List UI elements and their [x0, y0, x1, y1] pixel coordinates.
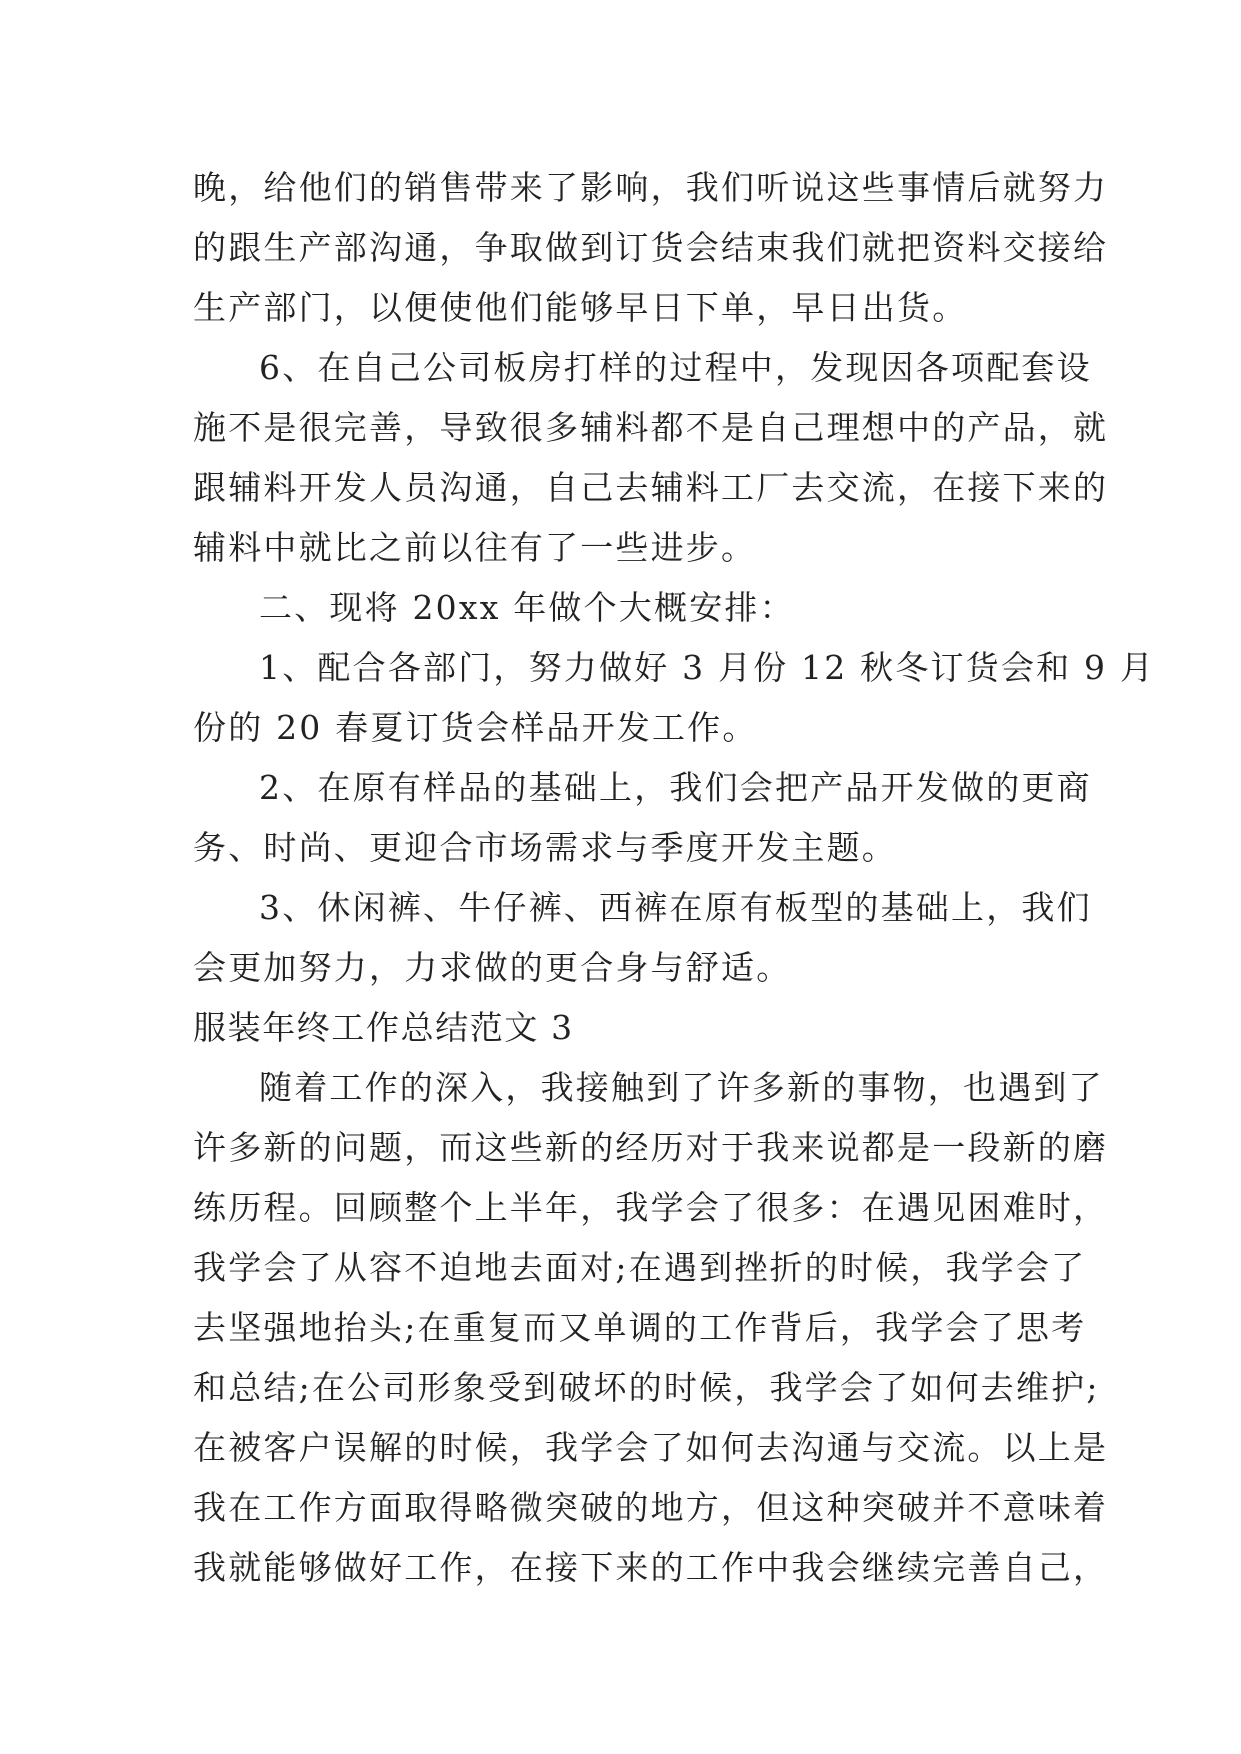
text-line: 我就能够做好工作，在接下来的工作中我会继续完善自己， — [193, 1548, 1109, 1587]
text-line: 的跟生产部沟通，争取做到订货会结束我们就把资料交接给 — [193, 228, 1109, 267]
text-line: 1、配合各部门，努力做好 3 月份 12 秋冬订货会和 9 月 — [259, 648, 1156, 687]
text-line: 2、在原有样品的基础上，我们会把产品开发做的更商 — [259, 768, 1092, 807]
text-line: 我在工作方面取得略微突破的地方，但这种突破并不意味着 — [193, 1488, 1109, 1527]
text-line: 份的 20 春夏订货会样品开发工作。 — [193, 708, 758, 747]
text-line: 在被客户误解的时候，我学会了如何去沟通与交流。以上是 — [193, 1428, 1109, 1467]
text-line: 3、休闲裤、牛仔裤、西裤在原有板型的基础上，我们 — [259, 888, 1092, 927]
text-line: 生产部门，以便使他们能够早日下单，早日出货。 — [193, 288, 968, 327]
text-line: 我学会了从容不迫地去面对;在遇到挫折的时候，我学会了 — [193, 1248, 1087, 1287]
text-line: 施不是很完善，导致很多辅料都不是自己理想中的产品，就 — [193, 408, 1109, 447]
text-line: 6、在自己公司板房打样的过程中，发现因各项配套设 — [259, 348, 1092, 387]
text-line: 去坚强地抬头;在重复而又单调的工作背后，我学会了思考 — [193, 1308, 1087, 1347]
text-line: 会更加努力，力求做的更合身与舒适。 — [193, 948, 792, 987]
text-line: 练历程。回顾整个上半年，我学会了很多：在遇见困难时， — [193, 1188, 1109, 1227]
text-line: 随着工作的深入，我接触到了许多新的事物，也遇到了 — [259, 1068, 1104, 1107]
section-heading: 二、现将 20xx 年做个大概安排： — [259, 588, 795, 627]
text-line: 跟辅料开发人员沟通，自己去辅料工厂去交流，在接下来的 — [193, 468, 1109, 507]
text-line: 和总结;在公司形象受到破坏的时候，我学会了如何去维护; — [193, 1368, 1100, 1407]
text-line: 辅料中就比之前以往有了一些进步。 — [193, 528, 757, 567]
text-line: 晚，给他们的销售带来了影响，我们听说这些事情后就努力 — [193, 168, 1109, 207]
text-line: 务、时尚、更迎合市场需求与季度开发主题。 — [193, 828, 897, 867]
text-line: 许多新的问题，而这些新的经历对于我来说都是一段新的磨 — [193, 1128, 1109, 1167]
document-body — [193, 158, 1156, 1598]
article-title: 服装年终工作总结范文 3 — [193, 1008, 574, 1047]
